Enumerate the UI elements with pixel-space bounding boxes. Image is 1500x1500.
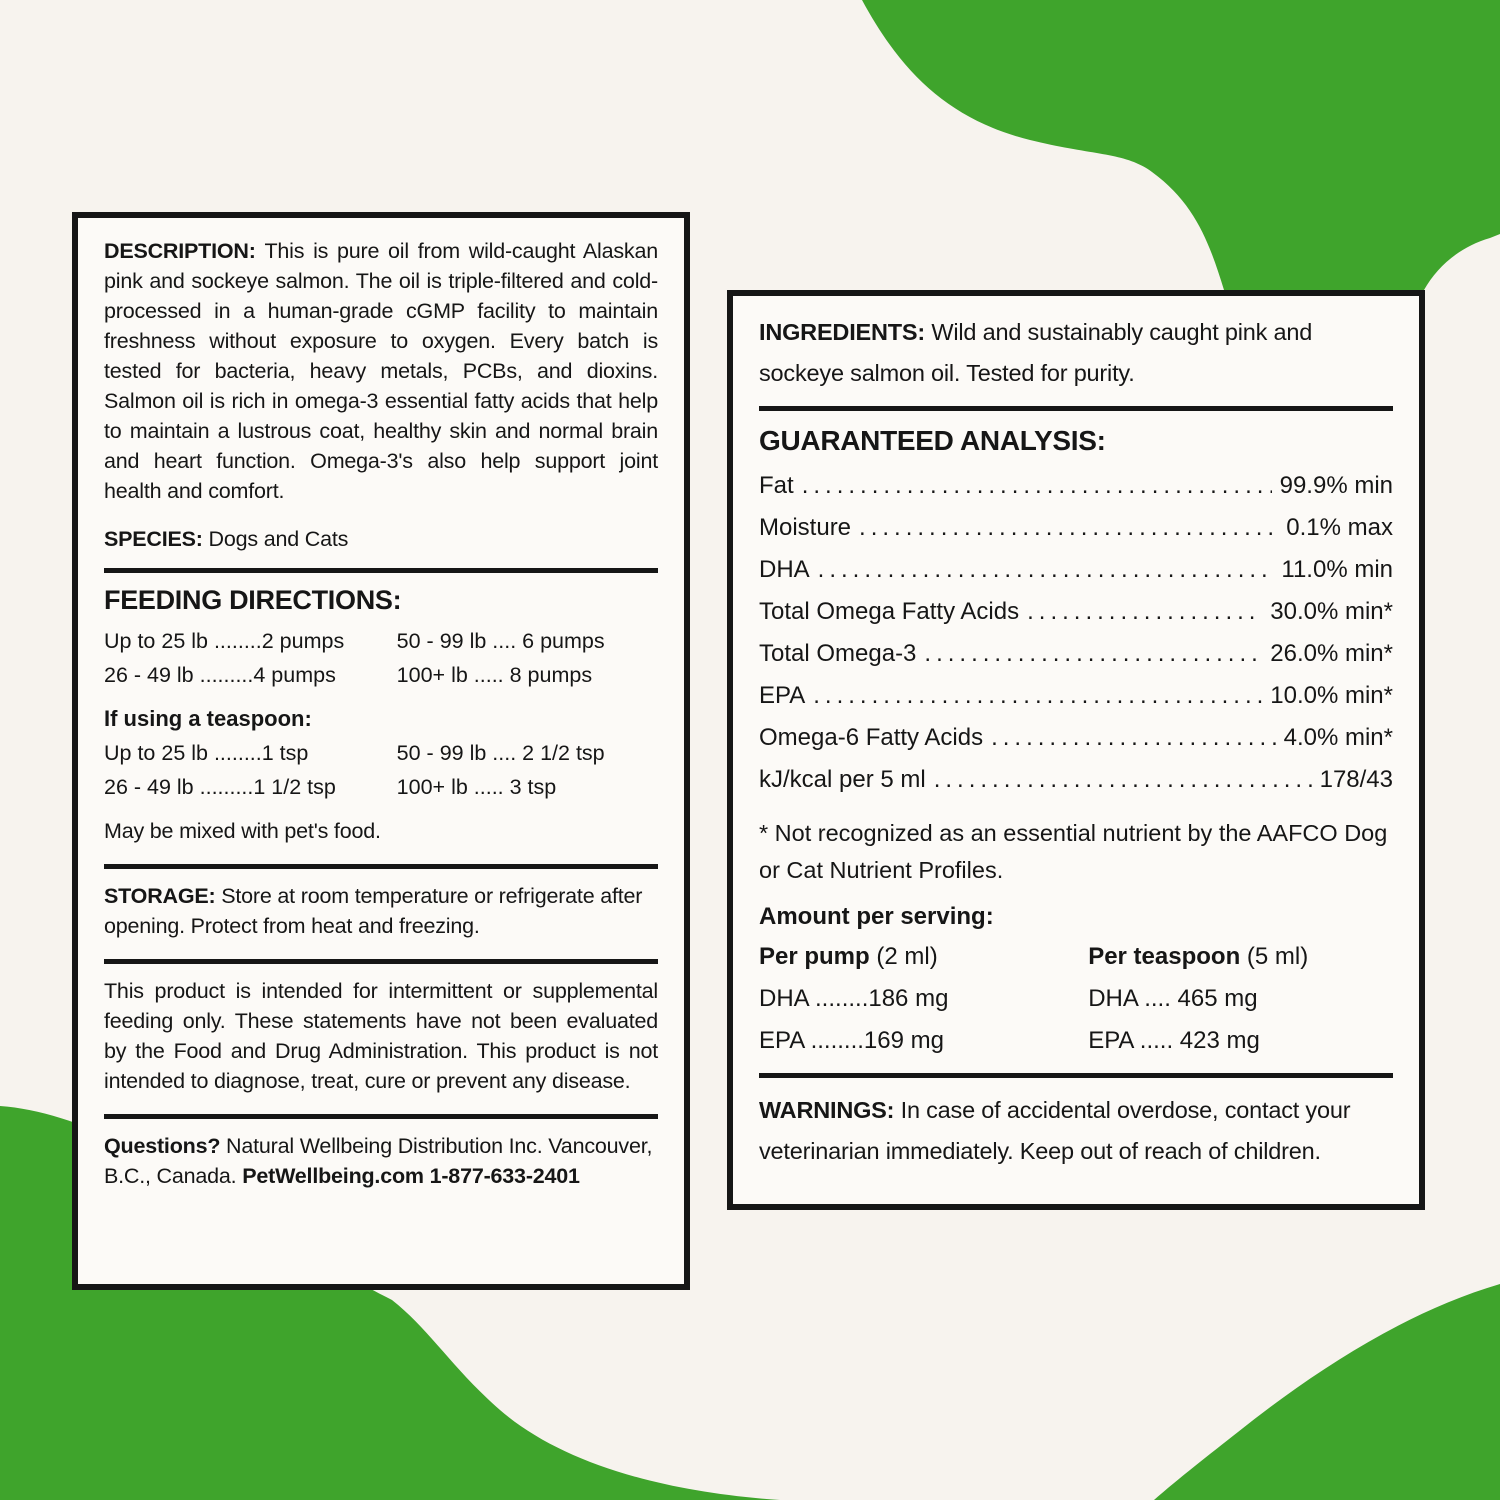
per-pump-header: [759, 937, 1088, 977]
dot-leader: [859, 507, 1278, 549]
ingredients-heading: INGREDIENTS:: [759, 319, 932, 345]
divider: [104, 959, 658, 964]
per-pump-unit: (2 ml): [876, 943, 938, 970]
serving-heading: Amount per serving:: [759, 903, 994, 930]
dot-leader: [802, 465, 1272, 507]
divider: [104, 864, 658, 869]
analysis-row: [759, 591, 1393, 633]
species-line: [104, 524, 658, 554]
dot-leader: [1027, 591, 1262, 633]
per-teaspoon-unit: (5 ml): [1246, 943, 1309, 970]
analysis-value: 26.0% min*: [1270, 640, 1393, 667]
description-paragraph: [104, 236, 658, 506]
analysis-row: [759, 633, 1393, 675]
teaspoon-dosage-table: [104, 738, 658, 802]
analysis-label: Moisture: [759, 514, 852, 541]
contact-paragraph: [104, 1131, 658, 1191]
table-cell: 26 - 49 lb .........1 1/2 tsp: [104, 775, 336, 799]
description-text: This is pure oil from wild-caught Alaskan pink and sockeye salmon. The oil is triple-filtered and cold-processed in a human-grade cGMP facility to maintain freshness without exposure to oxygen. Every batch is tested for bacteria, heavy metals, PCBs, and dioxins. Salmon oil is rich in omega-3 essential fatty acids that help to maintain a lustrous coat, healthy skin and normal brain and heart function. Omega-3's also help support joint health and comfort.: [104, 239, 658, 503]
left-label-panel: [72, 212, 690, 1290]
right-label-panel: [727, 290, 1425, 1210]
guaranteed-analysis-heading: GUARANTEED ANALYSIS:: [759, 425, 1106, 456]
species-text: Dogs and Cats: [208, 527, 349, 551]
serving-table: [759, 937, 1393, 1061]
table-cell: DHA .... 465 mg: [1088, 985, 1258, 1012]
dot-leader: [818, 549, 1274, 591]
dot-leader: [934, 759, 1312, 801]
analysis-label: Fat: [759, 472, 794, 499]
green-blob-top-right: [862, 0, 1500, 290]
pump-dosage-table: [104, 626, 658, 690]
company-text: Natural Wellbeing Distribution Inc. Vancouver, B.C., Canada.: [104, 1134, 653, 1188]
warnings-paragraph: [759, 1090, 1393, 1172]
ingredients-paragraph: [759, 312, 1393, 394]
analysis-value: 178/43: [1319, 766, 1393, 793]
aafco-footnote: * Not recognized as an essential nutrient by the AAFCO Dog or Cat Nutrient Profiles.: [759, 820, 1388, 883]
table-cell: 100+ lb ..... 8 pumps: [396, 663, 593, 687]
analysis-label: kJ/kcal per 5 ml: [759, 766, 926, 793]
table-cell: EPA ........169 mg: [759, 1027, 944, 1054]
table-cell: Up to 25 lb ........1 tsp: [104, 741, 309, 765]
divider: [104, 568, 658, 573]
ingredients-text: Wild and sustainably caught pink and sockeye salmon oil. Tested for purity.: [759, 319, 1313, 386]
mix-note: May be mixed with pet's food.: [104, 819, 381, 843]
analysis-value: 11.0% min: [1281, 556, 1393, 583]
analysis-value: 10.0% min*: [1270, 682, 1393, 709]
analysis-row: [759, 549, 1393, 591]
table-cell: 50 - 99 lb .... 2 1/2 tsp: [396, 741, 605, 765]
table-cell: 50 - 99 lb .... 6 pumps: [396, 629, 605, 653]
storage-text: Store at room temperature or refrigerate after opening. Protect from heat and freezing.: [104, 884, 643, 938]
disclaimer-paragraph: This product is intended for intermittent or supplemental feeding only. These statements have not been evaluated by the Food and Drug Administration. This product is not intended to diagnose, treat, cure or prevent any disease.: [104, 979, 658, 1093]
table-cell: 100+ lb ..... 3 tsp: [396, 775, 557, 799]
questions-heading: Questions?: [104, 1134, 227, 1158]
analysis-label: Total Omega-3: [759, 640, 917, 667]
per-teaspoon-header: [1088, 937, 1393, 977]
table-cell: 26 - 49 lb .........4 pumps: [104, 663, 336, 687]
green-blob-bottom-right: [1154, 1284, 1500, 1500]
divider: [759, 406, 1393, 411]
analysis-label: EPA: [759, 682, 806, 709]
divider: [759, 1073, 1393, 1078]
warnings-text: In case of accidental overdose, contact your veterinarian immediately. Keep out of reach of children.: [759, 1097, 1351, 1164]
analysis-label: DHA: [759, 556, 810, 583]
species-heading: SPECIES:: [104, 527, 209, 551]
analysis-row: [759, 507, 1393, 549]
table-cell: DHA ........186 mg: [759, 985, 949, 1012]
warnings-heading: WARNINGS:: [759, 1097, 901, 1123]
dot-leader: [813, 675, 1262, 717]
analysis-value: 30.0% min*: [1270, 598, 1393, 625]
website-text: PetWellbeing.com: [242, 1164, 430, 1188]
analysis-label: Total Omega Fatty Acids: [759, 598, 1020, 625]
divider: [104, 1114, 658, 1119]
dot-leader: [924, 633, 1262, 675]
teaspoon-heading: If using a teaspoon:: [104, 706, 312, 731]
analysis-row: [759, 759, 1393, 801]
guaranteed-analysis-table: [759, 465, 1393, 801]
table-cell: EPA ..... 423 mg: [1088, 1027, 1260, 1054]
per-teaspoon-label: Per teaspoon: [1088, 943, 1247, 970]
per-pump-label: Per pump: [759, 943, 877, 970]
storage-heading: STORAGE:: [104, 884, 222, 908]
analysis-row: [759, 675, 1393, 717]
feeding-directions-heading: FEEDING DIRECTIONS:: [104, 585, 402, 615]
analysis-row: [759, 717, 1393, 759]
analysis-value: 0.1% max: [1286, 514, 1393, 541]
dot-leader: [991, 717, 1276, 759]
analysis-value: 4.0% min*: [1283, 724, 1393, 751]
analysis-label: Omega-6 Fatty Acids: [759, 724, 984, 751]
table-cell: Up to 25 lb ........2 pumps: [104, 629, 345, 653]
analysis-row: [759, 465, 1393, 507]
phone-number: 1-877-633-2401: [429, 1164, 580, 1188]
analysis-value: 99.9% min: [1279, 472, 1393, 499]
storage-paragraph: [104, 881, 658, 941]
description-heading: DESCRIPTION:: [104, 239, 265, 263]
